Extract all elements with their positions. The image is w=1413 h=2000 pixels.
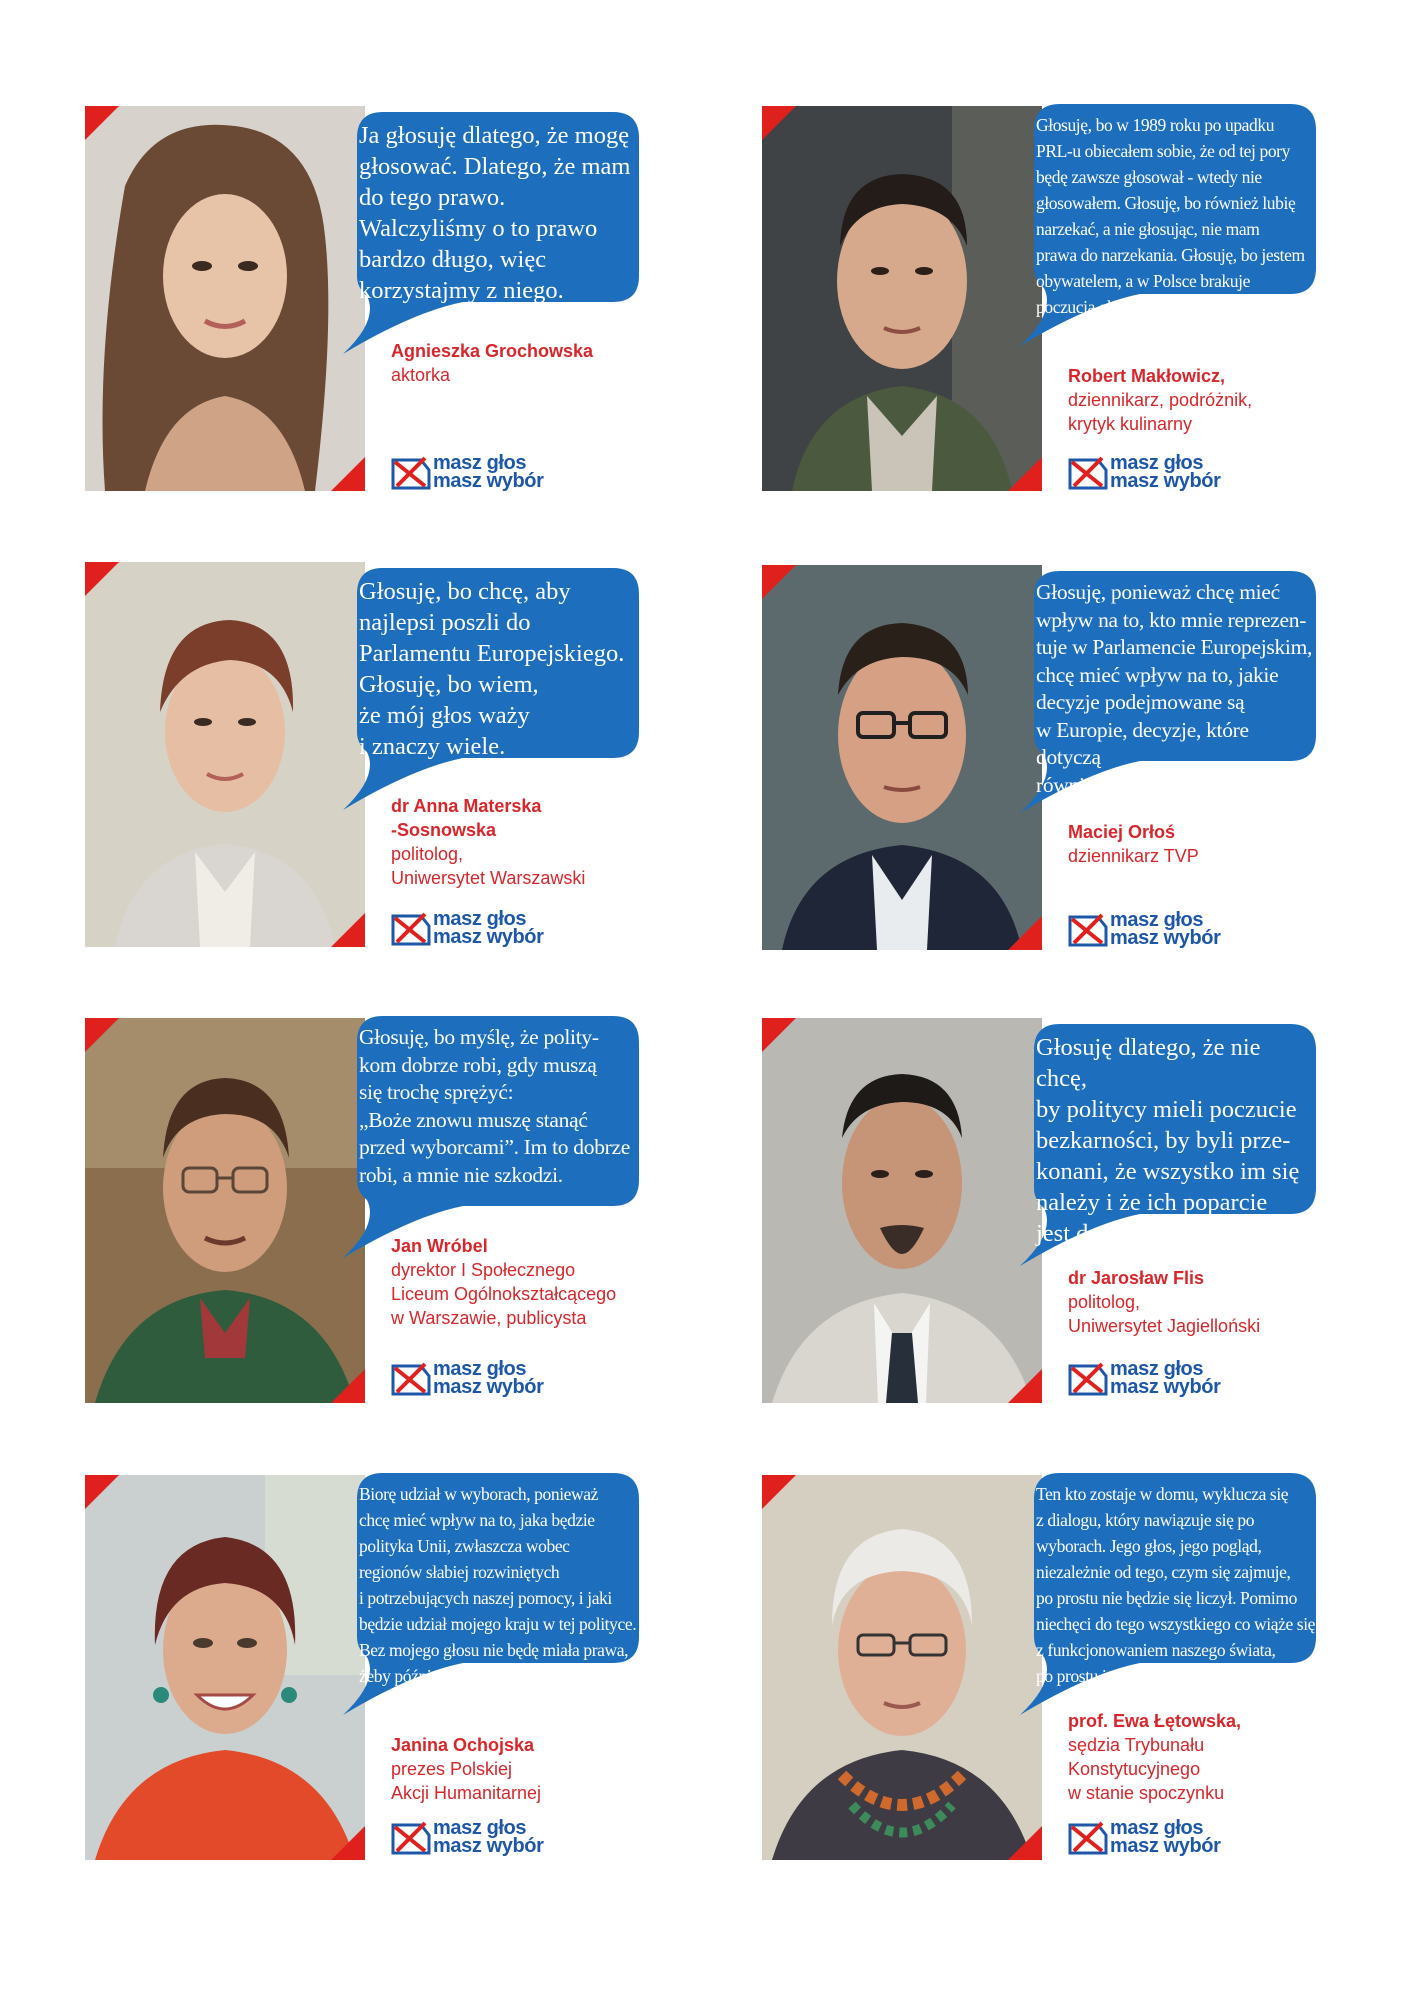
logo-line-2: masz wybór	[1110, 927, 1221, 949]
person-role: aktorka	[391, 365, 451, 385]
logo-line-2: masz wybór	[433, 470, 544, 492]
portrait-photo	[85, 106, 365, 491]
logo-line-1: masz głos	[433, 452, 527, 474]
logo-line-1: masz głos	[433, 1817, 527, 1839]
logo-line-1: masz głos	[1110, 1358, 1204, 1380]
person-info	[391, 794, 711, 890]
person-info	[391, 1733, 711, 1805]
quote-text: Głosuję, bo w 1989 roku po upadku PRL-u obiecałem sobie, że od tej pory będę zawsze głosował - wtedy nie głosowałem. Głosuję, bo również lubię narzekać, a nie głosując, nie mam prawa do narzekania. Głosuję, bo jestem obywatelem, a w Polsce brakuje poczucia obywatelskości.	[1036, 115, 1305, 317]
ballot-cross-icon	[391, 1358, 431, 1398]
quote-card	[85, 562, 710, 947]
speech-bubble	[1020, 565, 1318, 818]
campaign-logo	[1068, 452, 1248, 492]
corner-accent-bottom-right	[1008, 916, 1042, 950]
logo-line-1: masz głos	[1110, 909, 1204, 931]
campaign-logo	[1068, 1817, 1248, 1857]
quote-text: Głosuję dlatego, że nie chcę, by politycy mieli poczucie bezkarności, by byli prze- konani, że wszystko im się należy i że ich poparcie jest dane raz na zawsze.	[1036, 1034, 1300, 1247]
quote-text: Biorę udział w wyborach, ponieważ chcę mieć wpływ na to, jaka będzie polityka Unii, zwłaszcza wobec regionów słabiej rozwiniętych i potrzebujących naszej pomocy, i jaki będzie udział mojego kraju w tej polityce. Bez mojego głosu nie będę miała prawa, żeby później tej politykę krytykować.	[359, 1484, 637, 1686]
ballot-cross-icon	[391, 908, 431, 948]
person-name: dr Jarosław Flis	[1068, 1268, 1205, 1288]
person-name: dr Anna Materska -Sosnowska	[391, 796, 542, 840]
corner-accent-bottom-right	[1008, 457, 1042, 491]
corner-accent-top-left	[762, 1475, 796, 1509]
person-name: prof. Ewa Łętowska,	[1068, 1711, 1242, 1731]
person-name: Jan Wróbel	[391, 1236, 488, 1256]
campaign-logo	[1068, 1358, 1248, 1398]
logo-line-1: masz głos	[1110, 452, 1204, 474]
campaign-logo	[1068, 909, 1248, 949]
quote-card	[762, 1018, 1387, 1403]
person-info	[1068, 1266, 1388, 1338]
quote-text: Głosuję, bo myślę, że polity- kom dobrze robi, gdy muszą się trochę sprężyć: „Boże znowu muszę stanąć przed wyborcami”. Im to dobrze robi, a mnie nie szkodzi.	[359, 1025, 630, 1187]
corner-accent-bottom-right	[1008, 1826, 1042, 1860]
campaign-logo	[391, 1817, 571, 1857]
person-role: dyrektor I Społecznego Liceum Ogólnokształcącego w Warszawie, publicysta	[391, 1260, 617, 1328]
person-info	[391, 339, 711, 387]
portrait-photo	[762, 106, 1042, 491]
person-info	[391, 1234, 711, 1330]
logo-line-2: masz wybór	[433, 1376, 544, 1398]
campaign-logo	[391, 452, 571, 492]
person-role: dziennikarz TVP	[1068, 846, 1199, 866]
person-name: Robert Makłowicz,	[1068, 366, 1226, 386]
person-role: politolog, Uniwersytet Jagielloński	[1068, 1292, 1261, 1336]
person-info	[1068, 364, 1388, 436]
speech-bubble	[1020, 1018, 1318, 1271]
logo-line-2: masz wybór	[433, 926, 544, 948]
logo-line-1: masz głos	[433, 908, 527, 930]
quote-card	[762, 565, 1387, 950]
quote-text: Głosuję, ponieważ chcę mieć wpływ na to, kto mnie reprezen- tuje w Parlamencie Europejskim, chcę mieć wpływ na to, jakie decyzje podejmowane są w Europie, decyzje, które dotyczą również mnie, mojego życia.	[1036, 580, 1313, 797]
person-name: Agnieszka Grochowska	[391, 341, 594, 361]
corner-accent-top-left	[762, 1018, 796, 1052]
speech-bubble	[343, 562, 641, 815]
speech-bubble	[343, 106, 641, 359]
person-role: sędzia Trybunału Konstytucyjnego w stanie spoczynku	[1068, 1735, 1225, 1803]
corner-accent-bottom-right	[331, 913, 365, 947]
quote-card	[762, 1475, 1387, 1860]
ballot-cross-icon	[391, 452, 431, 492]
ballot-cross-icon	[1068, 452, 1108, 492]
corner-accent-bottom-right	[331, 457, 365, 491]
speech-bubble	[1020, 98, 1318, 351]
portrait-photo	[85, 1018, 365, 1403]
corner-accent-top-left	[85, 562, 119, 596]
logo-line-2: masz wybór	[1110, 1835, 1221, 1857]
corner-accent-top-left	[85, 1018, 119, 1052]
portrait-photo	[762, 1018, 1042, 1403]
campaign-logo	[391, 1358, 571, 1398]
person-info	[1068, 1709, 1388, 1805]
person-role: prezes Polskiej Akcji Humanitarnej	[391, 1759, 542, 1803]
corner-accent-bottom-right	[331, 1369, 365, 1403]
speech-bubble	[343, 1010, 641, 1263]
logo-line-1: masz głos	[1110, 1817, 1204, 1839]
person-role: dziennikarz, podróżnik, krytyk kulinarny	[1068, 390, 1253, 434]
quote-text: Ja głosuję dlatego, że mogę głosować. Dlatego, że mam do tego prawo. Walczyliśmy o to prawo bardzo długo, więc korzystajmy z niego.	[359, 122, 631, 304]
quote-text: Głosuję, bo chcę, aby najlepsi poszli do Parlamentu Europejskiego. Głosuję, bo wiem, że mój głos waży i znaczy wiele.	[359, 578, 625, 760]
ballot-cross-icon	[1068, 1817, 1108, 1857]
person-name: Janina Ochojska	[391, 1735, 535, 1755]
corner-accent-bottom-right	[1008, 1369, 1042, 1403]
quote-text: Ten kto zostaje w domu, wyklucza się z dialogu, który nawiązuje się po wyborach. Jego głos, jego pogląd, niezależnie od tego, czym się zajmuje, po prostu nie będzie się liczył. Pomimo niechęci do tego wszystkiego co wiąże się z funkcjonowaniem naszego świata, po prostu innego nie mamy.	[1036, 1484, 1316, 1686]
corner-accent-bottom-right	[331, 1826, 365, 1860]
corner-accent-top-left	[762, 106, 796, 140]
ballot-cross-icon	[391, 1817, 431, 1857]
portrait-photo	[762, 565, 1042, 950]
speech-bubble	[343, 1467, 641, 1720]
person-name: Maciej Orłoś	[1068, 822, 1176, 842]
portrait-photo	[85, 562, 365, 947]
person-info	[1068, 820, 1388, 868]
logo-line-2: masz wybór	[1110, 470, 1221, 492]
person-role: politolog, Uniwersytet Warszawski	[391, 844, 586, 888]
portrait-photo	[85, 1475, 365, 1860]
corner-accent-top-left	[85, 1475, 119, 1509]
quote-card	[85, 1475, 710, 1860]
quote-card	[85, 106, 710, 491]
quote-card	[762, 106, 1387, 491]
campaign-logo	[391, 908, 571, 948]
portrait-photo	[762, 1475, 1042, 1860]
speech-bubble	[1020, 1467, 1318, 1720]
ballot-cross-icon	[1068, 909, 1108, 949]
corner-accent-top-left	[762, 565, 796, 599]
ballot-cross-icon	[1068, 1358, 1108, 1398]
corner-accent-top-left	[85, 106, 119, 140]
logo-line-2: masz wybór	[1110, 1376, 1221, 1398]
logo-line-2: masz wybór	[433, 1835, 544, 1857]
quote-card	[85, 1018, 710, 1403]
logo-line-1: masz głos	[433, 1358, 527, 1380]
